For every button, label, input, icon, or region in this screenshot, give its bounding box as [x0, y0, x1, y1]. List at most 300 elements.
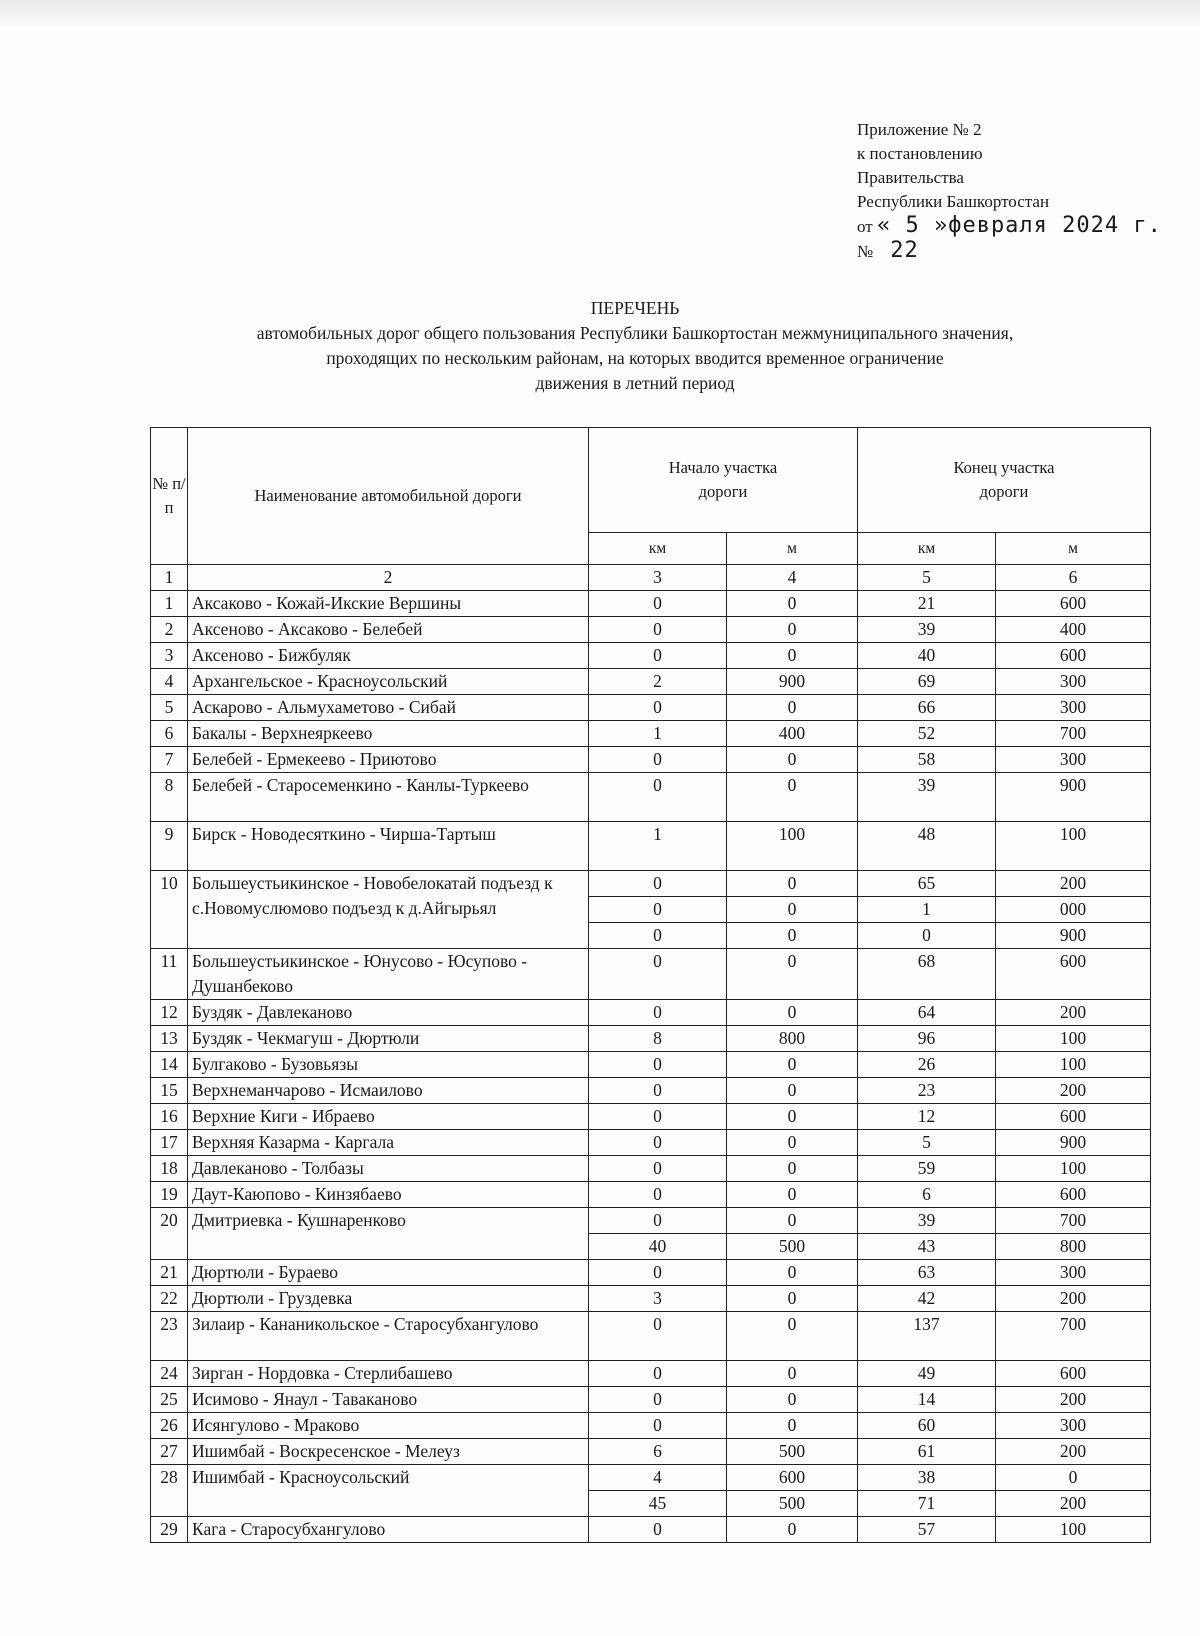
end-km-cell: [858, 1130, 996, 1156]
end-m-cell: [996, 591, 1151, 617]
end-km-cell: [858, 871, 996, 949]
start-m-cell: [727, 1312, 858, 1361]
end-km-cell: [858, 1465, 996, 1517]
start-km-value: 0: [653, 1519, 662, 1539]
table-row: [151, 949, 1151, 1000]
end-km-cell: [858, 1104, 996, 1130]
end-m-value: 800: [996, 1233, 1150, 1259]
header-start: [589, 428, 858, 533]
end-km-cell: [858, 1387, 996, 1413]
end-km-value: 60: [917, 1415, 936, 1435]
start-m-cell: [727, 1387, 858, 1413]
end-m-value: 600: [1059, 1184, 1087, 1204]
end-m-value: 300: [1059, 671, 1087, 691]
end-m-value: 900: [1059, 775, 1087, 795]
end-km-cell: [858, 1439, 996, 1465]
start-m-value: 800: [778, 1028, 806, 1048]
row-number: 10: [151, 871, 188, 949]
header-end-label: Конец участка дороги: [953, 458, 1055, 501]
road-name: Давлеканово - Толбазы: [188, 1156, 589, 1182]
row-number: 11: [151, 949, 188, 1000]
end-m-cell: [996, 1286, 1151, 1312]
start-km-value: 0: [653, 1132, 662, 1152]
start-m-cell: [727, 695, 858, 721]
road-name: Большеустьикинское - Новобелокатай подъезд к с.Новомуслюмово подъезд к д.Айгырьял: [188, 871, 589, 949]
row-number: 2: [151, 617, 188, 643]
row-number: 1: [151, 591, 188, 617]
start-m-value: 0: [787, 1389, 797, 1409]
end-m-value: 100: [1059, 1054, 1087, 1074]
road-name: Архангельское - Красноусольский: [188, 669, 589, 695]
row-number: 6: [151, 721, 188, 747]
start-km-value: 0: [653, 873, 662, 893]
table-row: [151, 1312, 1151, 1361]
end-m-cell: [996, 871, 1151, 949]
start-km-value: 0: [653, 1106, 662, 1126]
end-m-cell: [996, 949, 1151, 1000]
start-m-value: 0: [787, 951, 797, 971]
start-km-value: 0: [653, 1210, 662, 1230]
end-m-cell: [996, 1026, 1151, 1052]
row-number: 20: [151, 1208, 188, 1260]
header-start-label: Начало участка дороги: [668, 458, 778, 501]
start-km-value: 0: [653, 1184, 662, 1204]
start-m-value: 0: [787, 1415, 797, 1435]
end-m-cell: [996, 1387, 1151, 1413]
end-m-value: 900: [1059, 1132, 1087, 1152]
start-m-value: 600: [778, 1467, 806, 1487]
start-km-cell: [589, 871, 727, 949]
start-km-cell: [589, 1208, 727, 1260]
end-m-cell: [996, 1439, 1151, 1465]
start-m-cell: [727, 1130, 858, 1156]
end-m-value: 300: [1059, 1262, 1087, 1282]
row-number: 25: [151, 1387, 188, 1413]
table-row: [151, 1208, 1151, 1260]
end-km-value: 59: [917, 1158, 936, 1178]
end-m-cell: [996, 1208, 1151, 1260]
col-number: 4: [727, 565, 858, 591]
start-m-value: 0: [787, 593, 797, 613]
end-km-value: 48: [917, 824, 936, 844]
row-number: 16: [151, 1104, 188, 1130]
road-name: Ишимбай - Красноусольский: [188, 1465, 589, 1517]
document-title: [140, 296, 1130, 396]
road-name: Дмитриевка - Кушнаренково: [188, 1208, 589, 1260]
table-row: [151, 1439, 1151, 1465]
end-km-value: 39: [917, 1210, 936, 1230]
row-number: 9: [151, 822, 188, 871]
end-km-value: 52: [917, 723, 936, 743]
start-m-value: 0: [727, 896, 857, 922]
start-m-value: 400: [778, 723, 806, 743]
row-number: 5: [151, 695, 188, 721]
start-m-cell: [727, 822, 858, 871]
end-m-value: 600: [1059, 1363, 1087, 1383]
table-row: [151, 1052, 1151, 1078]
title-line-3: движения в летний период: [535, 373, 735, 393]
table-row: [151, 1361, 1151, 1387]
start-km-cell: [589, 1156, 727, 1182]
header-name: Наименование автомобильной дороги: [188, 428, 589, 565]
end-km-value: 63: [917, 1262, 936, 1282]
end-m-cell: [996, 1104, 1151, 1130]
start-km-value: 0: [653, 697, 662, 717]
start-m-value: 0: [787, 1519, 797, 1539]
table-row: [151, 1156, 1151, 1182]
start-km-cell: [589, 1260, 727, 1286]
road-name: Дюртюли - Бураево: [188, 1260, 589, 1286]
start-km-value: 0: [653, 1314, 662, 1334]
start-km-cell: [589, 1413, 727, 1439]
end-m-cell: [996, 822, 1151, 871]
end-m-value: 300: [1059, 697, 1087, 717]
start-m-cell: [727, 1104, 858, 1130]
end-km-value: 1: [858, 896, 995, 922]
start-m-cell: [727, 721, 858, 747]
start-m-cell: [727, 1026, 858, 1052]
end-m-value: 100: [1059, 1158, 1087, 1178]
end-km-value: 12: [917, 1106, 936, 1126]
end-m-cell: [996, 1361, 1151, 1387]
end-km-value: 66: [917, 697, 936, 717]
end-km-value: 0: [858, 922, 995, 948]
start-m-value: 0: [787, 1132, 797, 1152]
start-km-cell: [589, 1361, 727, 1387]
row-number: 29: [151, 1517, 188, 1543]
road-name: Исимово - Янаул - Таваканово: [188, 1387, 589, 1413]
appendix-block: [857, 118, 1162, 264]
column-numbers-row: [151, 565, 1151, 591]
end-km-value: 26: [917, 1054, 936, 1074]
road-name: Дюртюли - Груздевка: [188, 1286, 589, 1312]
end-km-cell: [858, 1156, 996, 1182]
date-rest: февраля 2024 г.: [948, 213, 1162, 238]
end-km-value: 58: [917, 749, 936, 769]
start-km-value: 0: [589, 922, 726, 948]
end-km-cell: [858, 695, 996, 721]
end-m-cell: [996, 1078, 1151, 1104]
start-m-cell: [727, 1052, 858, 1078]
title-line-1: автомобильных дорог общего пользования Республики Башкортостан межмуниципального значения,: [256, 323, 1014, 343]
start-km-cell: [589, 1130, 727, 1156]
end-km-value: 5: [922, 1132, 931, 1152]
row-number: 17: [151, 1130, 188, 1156]
end-km-cell: [858, 747, 996, 773]
row-number: 26: [151, 1413, 188, 1439]
row-number: 14: [151, 1052, 188, 1078]
end-km-value: 65: [917, 873, 936, 893]
row-number: 4: [151, 669, 188, 695]
start-km-cell: [589, 643, 727, 669]
start-km-value: 0: [653, 1080, 662, 1100]
table-row: [151, 747, 1151, 773]
end-km-value: 38: [917, 1467, 936, 1487]
end-km-cell: [858, 1286, 996, 1312]
end-km-value: 68: [917, 951, 936, 971]
road-name: Ишимбай - Воскресенское - Мелеуз: [188, 1439, 589, 1465]
road-name: Даут-Каюпово - Кинзябаево: [188, 1182, 589, 1208]
start-km-cell: [589, 1104, 727, 1130]
start-km-value: 0: [653, 749, 662, 769]
start-km-value: 0: [653, 1363, 662, 1383]
table-row: [151, 1130, 1151, 1156]
start-m-value: 500: [778, 1441, 806, 1461]
start-m-value: 0: [727, 922, 857, 948]
appendix-line-3: Правительства: [857, 168, 964, 187]
start-km-value: 1: [653, 824, 662, 844]
start-km-value: 8: [653, 1028, 662, 1048]
start-km-value: 0: [653, 1389, 662, 1409]
start-km-cell: [589, 1182, 727, 1208]
start-km-cell: [589, 747, 727, 773]
start-km-cell: [589, 617, 727, 643]
road-name: Бакалы - Верхнеяркеево: [188, 721, 589, 747]
table-row: [151, 617, 1151, 643]
table-row: [151, 1465, 1151, 1517]
end-m-value: 600: [1059, 593, 1087, 613]
start-m-cell: [727, 1078, 858, 1104]
end-m-value: 700: [1059, 1210, 1087, 1230]
col-number: 6: [996, 565, 1151, 591]
end-m-value: 200: [1059, 1080, 1087, 1100]
start-km-cell: [589, 591, 727, 617]
col-number: 5: [858, 565, 996, 591]
end-km-cell: [858, 1182, 996, 1208]
end-km-value: 39: [917, 775, 936, 795]
start-km-cell: [589, 822, 727, 871]
roads-table: [150, 427, 1151, 1543]
table-row: [151, 695, 1151, 721]
end-km-cell: [858, 1078, 996, 1104]
end-km-value: 64: [917, 1002, 936, 1022]
end-km-cell: [858, 1517, 996, 1543]
start-km-value: 0: [653, 1002, 662, 1022]
start-m-cell: [727, 669, 858, 695]
appendix-line-4: Республики Башкортостан: [857, 192, 1050, 211]
start-m-value: 0: [787, 1210, 797, 1230]
end-km-cell: [858, 1361, 996, 1387]
start-m-value: 0: [787, 1080, 797, 1100]
table-row: [151, 1104, 1151, 1130]
header-start-m: м: [727, 533, 858, 565]
table-row: [151, 1413, 1151, 1439]
start-m-value: 0: [787, 749, 797, 769]
end-km-cell: [858, 822, 996, 871]
end-m-value: 700: [1059, 1314, 1087, 1334]
end-m-value: 200: [1059, 1002, 1087, 1022]
end-m-value: 200: [1059, 1441, 1087, 1461]
start-m-cell: [727, 747, 858, 773]
number-prefix: №: [857, 242, 874, 261]
end-m-cell: [996, 1260, 1151, 1286]
end-m-cell: [996, 1000, 1151, 1026]
start-km-value: 0: [653, 645, 662, 665]
road-name: Верхнеманчарово - Исмаилово: [188, 1078, 589, 1104]
end-km-cell: [858, 1052, 996, 1078]
table-row: [151, 1182, 1151, 1208]
start-m-value: 0: [787, 1363, 797, 1383]
start-m-cell: [727, 1517, 858, 1543]
table-row: [151, 643, 1151, 669]
start-m-value: 500: [727, 1233, 857, 1259]
col-number: 1: [151, 565, 188, 591]
end-km-value: 71: [858, 1490, 995, 1516]
header-num: № п/п: [151, 428, 188, 565]
start-m-cell: [727, 1208, 858, 1260]
end-m-value: 000: [996, 896, 1150, 922]
start-km-value: 6: [653, 1441, 662, 1461]
start-km-cell: [589, 721, 727, 747]
road-name: Зилаир - Кананикольское - Старосубхангулово: [188, 1312, 589, 1361]
end-m-cell: [996, 773, 1151, 822]
end-m-value: 600: [1059, 1106, 1087, 1126]
table-row: [151, 822, 1151, 871]
start-km-cell: [589, 1465, 727, 1517]
start-km-cell: [589, 1387, 727, 1413]
start-km-value: 0: [653, 951, 662, 971]
end-km-cell: [858, 773, 996, 822]
start-km-value: 40: [589, 1233, 726, 1259]
start-m-cell: [727, 643, 858, 669]
appendix-line-1: Приложение № 2: [857, 120, 982, 139]
end-m-value: 100: [1059, 824, 1087, 844]
end-km-cell: [858, 1260, 996, 1286]
end-m-cell: [996, 1156, 1151, 1182]
title-heading: ПЕРЕЧЕНЬ: [590, 298, 680, 318]
end-km-value: 14: [917, 1389, 936, 1409]
end-m-value: 400: [1059, 619, 1087, 639]
start-m-value: 0: [787, 645, 797, 665]
end-m-cell: [996, 747, 1151, 773]
start-m-value: 0: [787, 873, 797, 893]
start-km-cell: [589, 1439, 727, 1465]
start-m-cell: [727, 1413, 858, 1439]
road-name: Буздяк - Чекмагуш - Дюртюли: [188, 1026, 589, 1052]
start-km-value: 0: [653, 619, 662, 639]
end-m-cell: [996, 1130, 1151, 1156]
end-km-cell: [858, 643, 996, 669]
table-row: [151, 721, 1151, 747]
start-m-value: 0: [787, 1314, 797, 1334]
end-km-cell: [858, 1413, 996, 1439]
start-km-cell: [589, 695, 727, 721]
start-km-cell: [589, 773, 727, 822]
start-m-value: 0: [787, 1106, 797, 1126]
end-m-value: 200: [1059, 1389, 1087, 1409]
header-end-km: км: [858, 533, 996, 565]
start-m-cell: [727, 1156, 858, 1182]
scan-top-shadow: [0, 0, 1200, 30]
end-m-cell: [996, 1312, 1151, 1361]
start-km-cell: [589, 1286, 727, 1312]
road-name: Исянгулово - Мраково: [188, 1413, 589, 1439]
date-day: « 5 »: [876, 213, 949, 238]
end-m-cell: [996, 721, 1151, 747]
start-m-value: 900: [778, 671, 806, 691]
end-m-value: 700: [1059, 723, 1087, 743]
table-row: [151, 871, 1151, 949]
start-m-value: 500: [727, 1490, 857, 1516]
road-name: Аксаково - Кожай-Икские Вершины: [188, 591, 589, 617]
start-m-cell: [727, 1000, 858, 1026]
appendix-date: [857, 214, 1162, 239]
end-km-value: 39: [917, 619, 936, 639]
start-km-value: 0: [653, 593, 662, 613]
col-number: 3: [589, 565, 727, 591]
end-km-cell: [858, 669, 996, 695]
document-number: 22: [890, 238, 919, 263]
start-km-cell: [589, 1000, 727, 1026]
table-row: [151, 1387, 1151, 1413]
end-km-value: 49: [917, 1363, 936, 1383]
start-m-cell: [727, 591, 858, 617]
end-m-cell: [996, 617, 1151, 643]
row-number: 13: [151, 1026, 188, 1052]
end-m-value: 0: [1068, 1467, 1078, 1487]
start-m-value: 100: [778, 824, 806, 844]
start-m-cell: [727, 773, 858, 822]
row-number: 22: [151, 1286, 188, 1312]
row-number: 12: [151, 1000, 188, 1026]
start-km-value: 0: [653, 775, 662, 795]
end-m-value: 100: [1059, 1519, 1087, 1539]
start-m-cell: [727, 1182, 858, 1208]
start-km-value: 1: [653, 723, 662, 743]
end-m-cell: [996, 695, 1151, 721]
table-row: [151, 1286, 1151, 1312]
end-m-value: 600: [1059, 951, 1087, 971]
start-km-cell: [589, 1312, 727, 1361]
road-name: Зирган - Нордовка - Стерлибашево: [188, 1361, 589, 1387]
start-m-cell: [727, 1439, 858, 1465]
row-number: 3: [151, 643, 188, 669]
start-m-value: 0: [787, 1262, 797, 1282]
road-name: Булгаково - Бузовьязы: [188, 1052, 589, 1078]
table-row: [151, 669, 1151, 695]
table-row: [151, 1078, 1151, 1104]
end-km-value: 61: [917, 1441, 936, 1461]
start-m-value: 0: [787, 1054, 797, 1074]
table-row: [151, 1260, 1151, 1286]
end-m-value: 200: [1059, 873, 1087, 893]
road-name: Белебей - Ермекеево - Приютово: [188, 747, 589, 773]
start-m-cell: [727, 1260, 858, 1286]
title-line-2: проходящих по нескольким районам, на которых вводится временное ограничение: [326, 348, 944, 368]
road-name: Аксеново - Бижбуляк: [188, 643, 589, 669]
end-km-value: 43: [858, 1233, 995, 1259]
start-km-value: 4: [653, 1467, 662, 1487]
start-m-cell: [727, 1465, 858, 1517]
road-name: Аскарово - Альмухаметово - Сибай: [188, 695, 589, 721]
road-name: Белебей - Старосеменкино - Канлы-Туркеево: [188, 773, 589, 822]
end-m-cell: [996, 643, 1151, 669]
appendix-number: [857, 239, 1162, 264]
row-number: 18: [151, 1156, 188, 1182]
end-m-value: 200: [1059, 1288, 1087, 1308]
road-name: Верхние Киги - Ибраево: [188, 1104, 589, 1130]
start-km-cell: [589, 1517, 727, 1543]
start-km-cell: [589, 949, 727, 1000]
end-m-value: 900: [996, 922, 1150, 948]
start-m-cell: [727, 949, 858, 1000]
start-km-value: 3: [653, 1288, 662, 1308]
start-m-cell: [727, 617, 858, 643]
row-number: 8: [151, 773, 188, 822]
start-km-value: 2: [653, 671, 662, 691]
end-m-value: 100: [1059, 1028, 1087, 1048]
start-km-value: 0: [653, 1158, 662, 1178]
